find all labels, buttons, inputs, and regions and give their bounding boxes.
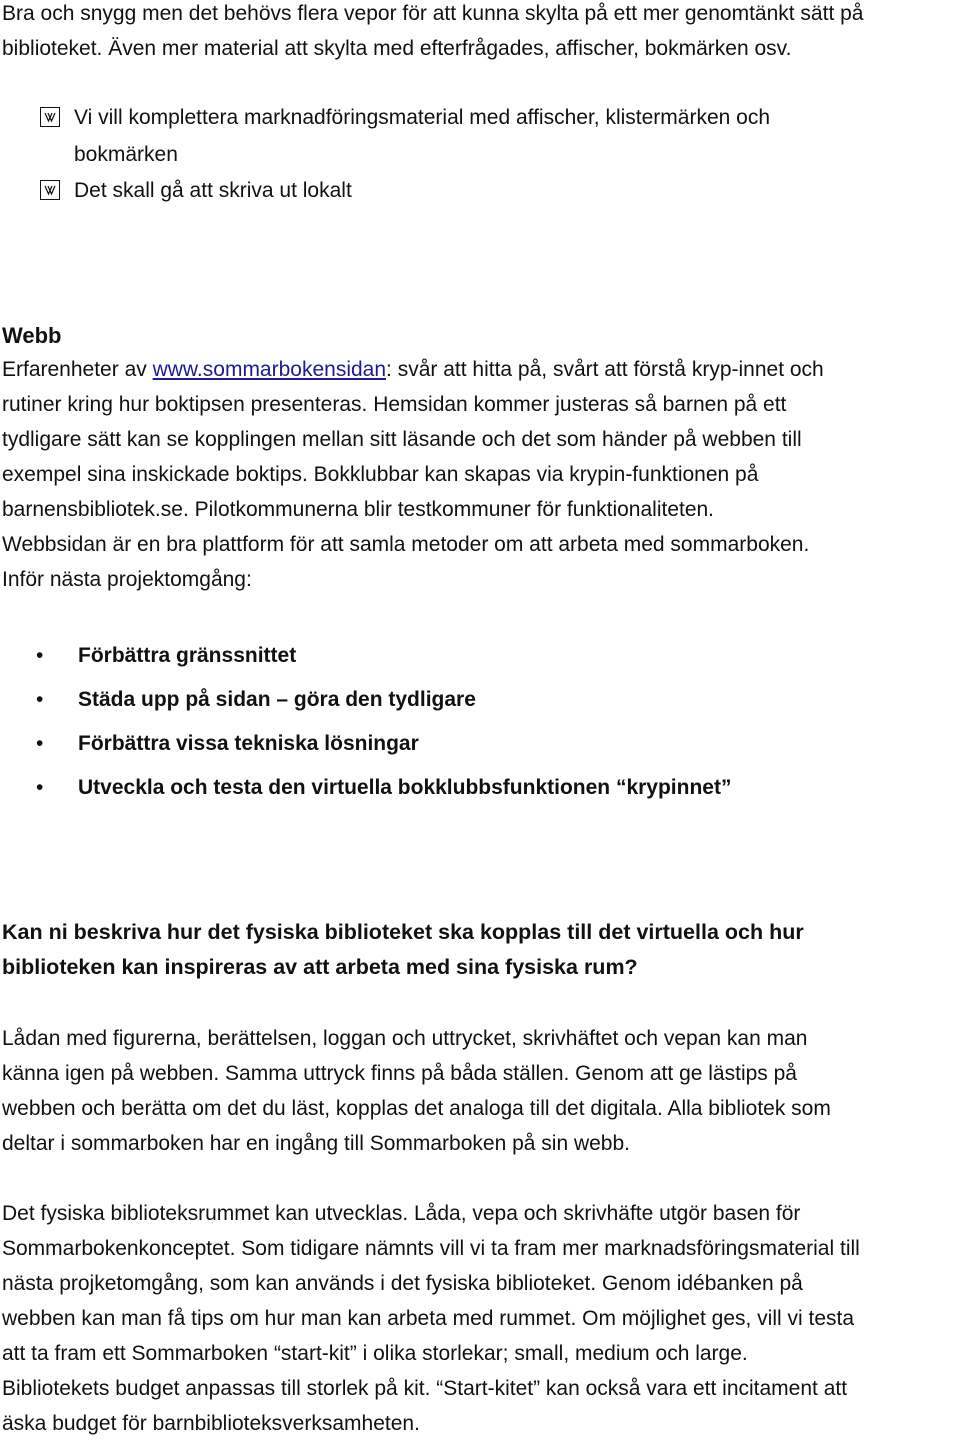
bullet-icon: • — [36, 644, 44, 667]
list-item — [36, 729, 419, 759]
checklist-text: Vi vill komplettera marknadföringsmaterial med affischer, klistermärken och bokmärken — [74, 106, 771, 166]
list-item-text: Städa upp på sidan – göra den tydligare — [78, 688, 476, 711]
checklist-text: Det skall gå att skriva ut lokalt — [74, 179, 352, 202]
webb-line: barnensbibliotek.se. Pilotkommunerna blir testkommuner för funktionaliteten. — [2, 498, 715, 521]
answer-paragraph: Lådan med figurerna, berättelsen, loggan och uttrycket, skrivhäftet och vepan kan man känna igen på webben. Samma uttryck finns på båda ställen. Genom att ge lästips på webben och berätta om det du läst, kopplas det analoga till det digitala. Alla bibliotek som deltar i sommarboken har en ingång till Sommarboken på sin webb. — [2, 1027, 831, 1155]
webb-first-line: Erfarenheter av www.sommarbokensidan: svår att hitta på, svårt att förstå kryp-innet och — [2, 358, 824, 381]
bullet-icon: • — [36, 776, 44, 799]
webb-line: exempel sina inskickade boktips. Bokklubbar kan skapas via krypin-funktionen på — [2, 463, 759, 486]
answer-paragraph: Det fysiska biblioteksrummet kan utvecklas. Låda, vepa och skrivhäfte utgör basen för Sommarbokenkonceptet. Som tidigare nämnts vill vi ta fram mer marknadsföringsmaterial till nästa projketomgång, som kan används i det fysiska biblioteket. Genom idébanken på webben kan man få tips om hur man kan arbeta med rummet. Om möjlighet ges, vill vi testa att ta fram ett Sommarboken “start-kit” i olika storlekar; small, medium och large. Bibliotekets budget anpassas till storlek på kit. “Start-kitet” kan också vara ett incitament att äska budget för barnbiblioteksverksamheten. — [2, 1202, 860, 1435]
intro-line: Bra och snygg men det behövs flera vepor för att kunna skylta på ett mer genomtänkt sätt på — [2, 2, 864, 25]
question-heading: Kan ni beskriva hur det fysiska biblioteket ska kopplas till det virtuella och hur biblioteken kan inspireras av att arbeta med sina fysiska rum? — [2, 920, 804, 979]
list-item-text: Förbättra gränssnittet — [78, 644, 297, 667]
list-item — [36, 773, 731, 803]
checklist-item — [40, 172, 940, 209]
intro-line: biblioteket. Även mer material att skylta med efterfrågades, affischer, bokmärken osv. — [2, 37, 792, 60]
webb-line: tydligare sätt kan se kopplingen mellan sitt läsande och det som händer på webben till — [2, 428, 802, 451]
list-item-text: Utveckla och testa den virtuella bokklubbsfunktionen “krypinnet” — [78, 776, 732, 799]
section-heading-webb: Webb — [2, 323, 62, 348]
bullet-icon: • — [36, 688, 44, 711]
list-item — [36, 685, 476, 715]
checked-box-icon — [40, 107, 60, 127]
webb-line: Webbsidan är en bra plattform för att samla metoder om att arbeta med sommarboken. — [2, 533, 810, 556]
webb-line: rutiner kring hur boktipsen presenteras. Hemsidan kommer justeras så barnen på ett — [2, 393, 787, 416]
checklist-item — [40, 99, 940, 173]
bullet-icon: • — [36, 732, 44, 755]
webb-line: Inför nästa projektomgång: — [2, 568, 252, 591]
webb-paragraph — [2, 352, 958, 597]
list-item-text: Förbättra vissa tekniska lösningar — [78, 732, 419, 755]
checked-box-icon — [40, 180, 60, 200]
list-item — [36, 641, 296, 671]
sommarbokensidan-link[interactable]: www.sommarbokensidan — [152, 358, 387, 381]
intro-paragraph — [2, 0, 958, 66]
